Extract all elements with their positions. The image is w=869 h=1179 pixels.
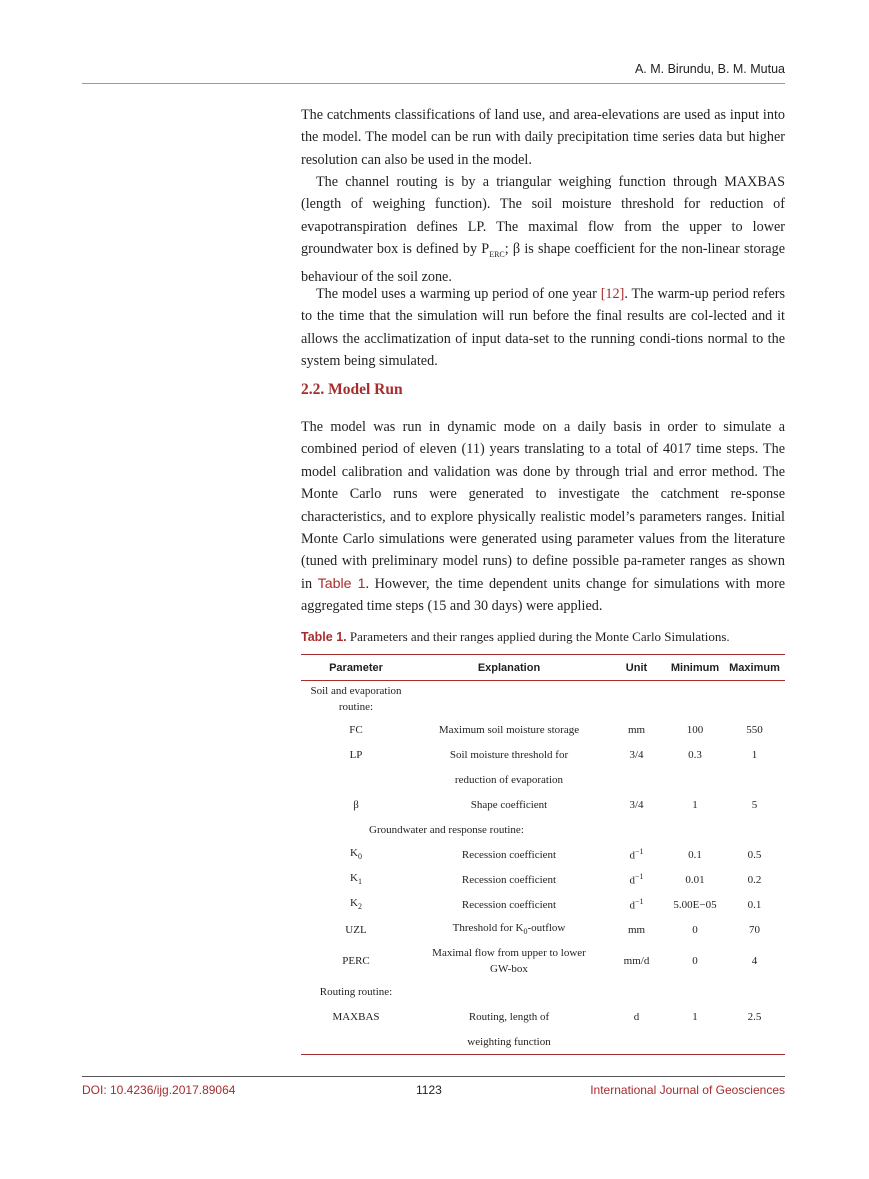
cell-unit: d (633, 1010, 640, 1023)
param-symbol: K (350, 847, 358, 860)
paragraph-warmup (301, 283, 785, 373)
table-caption (301, 628, 785, 646)
subscript-erc: ERC (489, 250, 505, 260)
paragraph-text: . The warm-up period refers to the time that the simulation will run before the final results are col-lected and it allows the acclimatization of input data-set to the running condi-tions normal to the system being simulated. (301, 286, 785, 370)
cell-unit: mm (627, 723, 646, 736)
param-subscript: 1 (357, 877, 362, 887)
cell-unit: mm (627, 923, 646, 936)
cell-explanation (411, 917, 607, 942)
table-header-row (301, 655, 785, 681)
cell-unit (607, 842, 666, 867)
cell-parameter: MAXBAS (332, 1010, 380, 1023)
explanation-text: -outflow (527, 922, 566, 935)
table-group-row (301, 817, 785, 842)
cell-parameter: LP (349, 748, 363, 761)
table-row-continuation (301, 767, 785, 792)
unit-exponent: −1 (634, 872, 644, 882)
table-reference-link[interactable]: Table 1 (317, 575, 366, 592)
column-header-maximum: Maximum (724, 655, 785, 681)
cell-unit: 3/4 (629, 748, 644, 761)
table-caption-text: Parameters and their ranges applied during the Monte Carlo Simulations. (346, 629, 730, 644)
citation-link[interactable]: [12] (600, 286, 625, 302)
unit-exponent: −1 (634, 897, 644, 907)
cell-maximum: 550 (746, 723, 763, 736)
cell-maximum: 5 (751, 798, 758, 811)
table-row (301, 1004, 785, 1029)
table-row (301, 842, 785, 867)
cell-parameter (301, 842, 411, 867)
column-header-unit: Unit (607, 655, 666, 681)
explanation-subscript: 0 (523, 927, 528, 937)
cell-minimum: 5.00E−05 (673, 898, 717, 911)
cell-minimum: 0.3 (688, 748, 702, 761)
paragraph-text: The channel routing is by a triangular weighing function through MAXBAS (length of weighing function). The soil moisture threshold for reduction of evapotranspiration defines LP. The maximal flow from the upper to lower groundwater box is defined by P (301, 174, 785, 258)
param-symbol: K (350, 897, 358, 910)
cell-unit: mm/d (623, 954, 650, 967)
paragraph-model-input: The catchments classifications of land use, and area-elevations are used as input into the model. The model can be run with daily precipitation time series data but higher resolution can also be used in the model. (301, 107, 785, 168)
table-row (301, 742, 785, 767)
cell-explanation: Soil moisture threshold for (449, 748, 569, 761)
cell-minimum: 0.01 (685, 873, 705, 886)
paragraph-model-run (301, 416, 785, 618)
unit-base: d (629, 849, 635, 862)
cell-explanation: Recession coefficient (461, 898, 557, 911)
cell-explanation: Routing, length of (468, 1010, 550, 1023)
paragraph-text: The model was run in dynamic mode on a daily basis in order to simulate a combined period of eleven (11) years translating to a total of 4017 time steps. The model calibration and validation was done by through trial and error method. The Monte Carlo runs were generated to investigate the catchment re-sponse characteristics, and to explore physically realistic model’s parameters ranges. Initial Monte Carlo simulations were generated using parameter values from the literature (tuned with preliminary model runs) to define possible pa-rameter ranges as shown in (301, 419, 785, 592)
paragraph-text: The model uses a warming up period of one year (316, 286, 601, 302)
cell-parameter (301, 892, 411, 917)
column-header-minimum: Minimum (666, 655, 724, 681)
cell-explanation: weighting function (467, 1035, 551, 1048)
cell-maximum: 0.1 (747, 898, 762, 911)
cell-unit: 3/4 (629, 798, 644, 811)
footer-rule (82, 1076, 785, 1077)
table-row (301, 867, 785, 892)
unit-base: d (629, 899, 635, 912)
cell-explanation: Recession coefficient (461, 848, 557, 861)
table-row-continuation (301, 1029, 785, 1055)
cell-maximum: 1 (751, 748, 758, 761)
page-number: 1123 (416, 1083, 442, 1097)
cell-parameter: PERC (342, 954, 370, 967)
cell-explanation: Maximum soil moisture storage (438, 723, 580, 736)
param-symbol: K (350, 872, 358, 885)
group-label: Soil and evaporation routine: (310, 685, 402, 713)
cell-maximum: 0.5 (747, 848, 762, 861)
cell-parameter: UZL (345, 923, 367, 936)
group-label: Routing routine: (319, 985, 393, 998)
cell-unit (607, 892, 666, 917)
group-label: Groundwater and response routine: (369, 823, 524, 836)
cell-parameter: FC (349, 723, 363, 736)
table-row (301, 717, 785, 742)
running-header-authors: A. M. Birundu, B. M. Mutua (634, 62, 785, 76)
paragraph-channel-routing (301, 171, 785, 289)
cell-parameter: β (353, 798, 359, 811)
column-header-explanation: Explanation (411, 655, 607, 681)
paragraph-text: ; β is shape coefficient for the non-linear storage behaviour of the soil zone. (301, 241, 785, 286)
cell-maximum: 0.2 (747, 873, 762, 886)
unit-base: d (629, 874, 635, 887)
table-group-row (301, 681, 785, 718)
table-row (301, 917, 785, 942)
header-rule (82, 83, 785, 84)
cell-minimum: 0 (692, 954, 698, 967)
table-caption-label: Table 1. (301, 630, 347, 644)
section-heading: 2.2. Model Run (301, 381, 403, 398)
param-subscript: 2 (357, 902, 362, 912)
cell-unit (607, 867, 666, 892)
cell-parameter (301, 867, 411, 892)
footer-doi-link[interactable]: DOI: 10.4236/ijg.2017.89064 (82, 1083, 236, 1097)
parameters-table (301, 654, 785, 1055)
cell-explanation: Shape coefficient (470, 798, 548, 811)
explanation-text: Threshold for K (452, 922, 524, 935)
cell-explanation: reduction of evaporation (454, 773, 564, 786)
cell-explanation: Maximal flow from upper to lower GW-box (432, 946, 586, 975)
unit-exponent: −1 (634, 847, 644, 857)
table-row (301, 892, 785, 917)
cell-maximum: 2.5 (747, 1010, 762, 1023)
param-subscript: 0 (357, 852, 362, 862)
paragraph-text: . However, the time dependent units change for simulations with more aggregated time steps (15 and 30 days) were applied. (301, 575, 786, 615)
cell-minimum: 100 (686, 723, 704, 736)
cell-minimum: 0.1 (688, 848, 702, 861)
cell-explanation: Recession coefficient (461, 873, 557, 886)
table-row (301, 942, 785, 979)
cell-maximum: 4 (751, 954, 758, 967)
cell-minimum: 0 (692, 923, 698, 936)
footer-journal-link[interactable]: International Journal of Geosciences (590, 1083, 785, 1097)
table-group-row (301, 979, 785, 1004)
cell-maximum: 70 (749, 923, 760, 936)
cell-minimum: 1 (692, 1010, 698, 1023)
cell-minimum: 1 (692, 798, 698, 811)
column-header-parameter: Parameter (301, 655, 411, 681)
table-row (301, 792, 785, 817)
